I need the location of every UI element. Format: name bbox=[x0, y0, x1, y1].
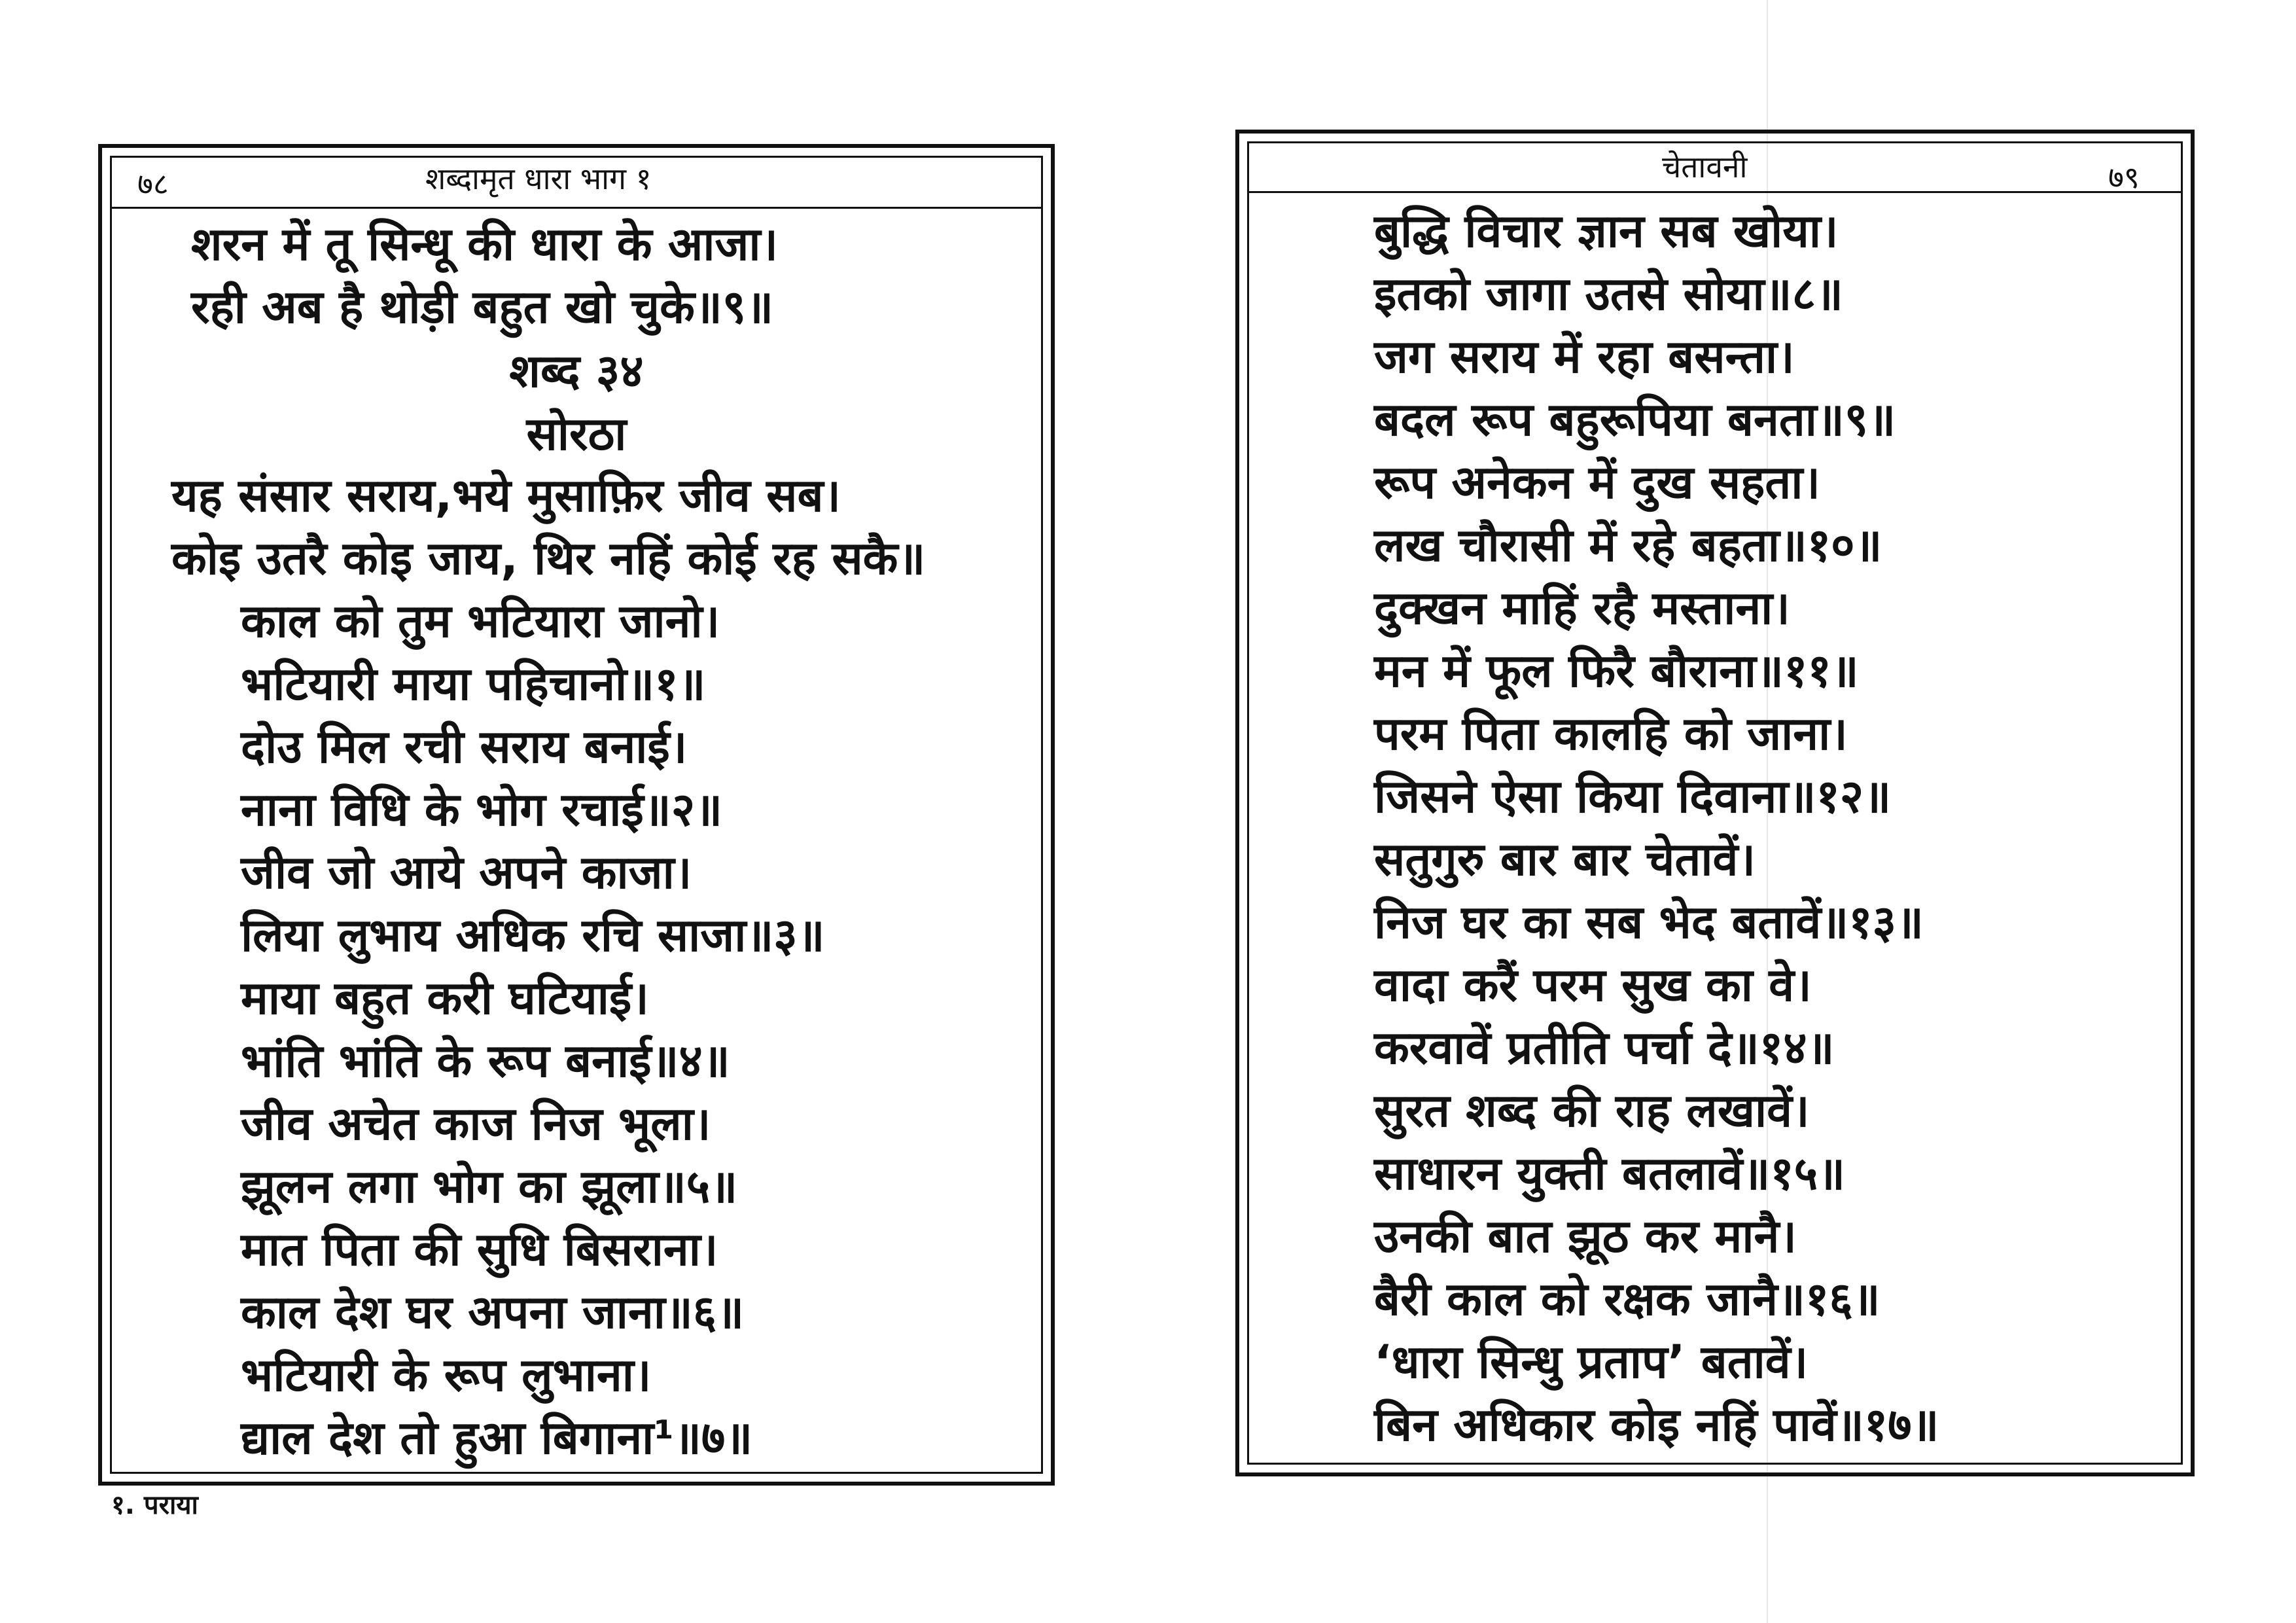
right-page-header-rule bbox=[1247, 191, 2183, 193]
left-line-12: लिया लुभाय अधिक रचि साजा॥३॥ bbox=[241, 908, 825, 962]
left-line-7: काल को तुम भटियारा जानो। bbox=[241, 594, 720, 648]
right-line-5: रूप अनेकन में दुख सहता। bbox=[1374, 455, 1820, 509]
left-line-18: काल देश घर अपना जाना॥६॥ bbox=[241, 1285, 745, 1339]
right-line-16: साधारन युक्ती बतलावें॥१५॥ bbox=[1374, 1147, 1846, 1200]
right-running-head: चेतावनी bbox=[1662, 149, 1748, 185]
right-line-7: दुक्खन माहिं रहै मस्ताना। bbox=[1374, 581, 1790, 635]
left-line-5: यह संसार सराय,भये मुसाफ़िर जीव सब। bbox=[171, 469, 841, 522]
right-line-3: जग सराय में रहा बसन्ता। bbox=[1374, 330, 1795, 383]
right-line-20: बिन अधिकार कोइ नहिं पावें॥१७॥ bbox=[1374, 1398, 1939, 1452]
left-line-2: रही अब है थोड़ी बहुत खो चुके॥९॥ bbox=[191, 280, 774, 334]
right-line-4: बदल रूप बहुरूपिया बनता॥९॥ bbox=[1374, 393, 1896, 446]
right-line-8: मन में फूल फिरै बौराना॥११॥ bbox=[1374, 644, 1859, 698]
left-line-14: भांति भांति के रूप बनाई॥४॥ bbox=[241, 1034, 730, 1088]
right-line-2: इतको जागा उतसे सोया॥८॥ bbox=[1374, 267, 1843, 321]
left-line-17: मात पिता की सुधि बिसराना। bbox=[241, 1222, 718, 1276]
shabd-heading: शब्द ३४ bbox=[509, 344, 644, 398]
left-line-16: झूलन लगा भोग का झूला॥५॥ bbox=[241, 1160, 738, 1213]
left-page-header-rule bbox=[110, 207, 1043, 209]
left-line-1: शरन में तू सिन्धू की धारा के आजा। bbox=[191, 217, 779, 271]
left-line-13: माया बहुत करी घटियाई। bbox=[241, 971, 649, 1025]
right-line-1: बुद्धि विचार ज्ञान सब खोया। bbox=[1374, 204, 1839, 258]
sortha-heading: सोरठा bbox=[526, 407, 627, 461]
right-line-18: बैरी काल को रक्षक जानै॥१६॥ bbox=[1374, 1272, 1881, 1326]
left-line-19: भटियारी के रूप लुभाना। bbox=[241, 1348, 652, 1402]
left-line-20: द्याल देश तो हुआ बिगाना¹॥७॥ bbox=[241, 1411, 753, 1465]
right-line-12: निज घर का सब भेद बतावें॥१३॥ bbox=[1374, 895, 1924, 949]
right-line-6: लख चौरासी में रहे बहता॥१०॥ bbox=[1374, 518, 1882, 572]
right-line-19: ‘धारा सिन्धु प्रताप’ बतावें। bbox=[1374, 1335, 1809, 1389]
left-line-11: जीव जो आये अपने काजा। bbox=[241, 846, 692, 899]
right-line-14: करवावें प्रतीति पर्चा दे॥१४॥ bbox=[1374, 1021, 1835, 1075]
left-running-head: शब्दामृत धारा भाग १ bbox=[425, 161, 652, 196]
right-line-15: सुरत शब्द की राह लखावें। bbox=[1374, 1084, 1810, 1137]
right-line-11: सतुगुरु बार बार चेतावें। bbox=[1374, 832, 1756, 886]
left-page-number: ७८ bbox=[137, 166, 169, 202]
left-line-8: भटियारी माया पहिचानो॥१॥ bbox=[241, 657, 706, 711]
right-line-10: जिसने ऐसा किया दिवाना॥१२॥ bbox=[1374, 770, 1892, 823]
left-line-9: दोउ मिल रची सराय बनाई। bbox=[241, 720, 688, 774]
left-footnote: १. पराया bbox=[111, 1490, 198, 1520]
right-line-13: वादा करैं परम सुख का वे। bbox=[1374, 958, 1812, 1012]
left-line-6: कोइ उतरै कोइ जाय, थिर नहिं कोई रह सकै॥ bbox=[171, 531, 926, 585]
right-line-9: परम पिता कालहि को जाना। bbox=[1374, 707, 1848, 760]
left-line-10: नाना विधि के भोग रचाई॥२॥ bbox=[241, 783, 723, 836]
right-page-number: ७९ bbox=[2108, 160, 2140, 195]
left-line-15: जीव अचेत काज निज भूला। bbox=[241, 1097, 711, 1150]
right-line-17: उनकी बात झूठ कर मानै। bbox=[1374, 1209, 1797, 1263]
